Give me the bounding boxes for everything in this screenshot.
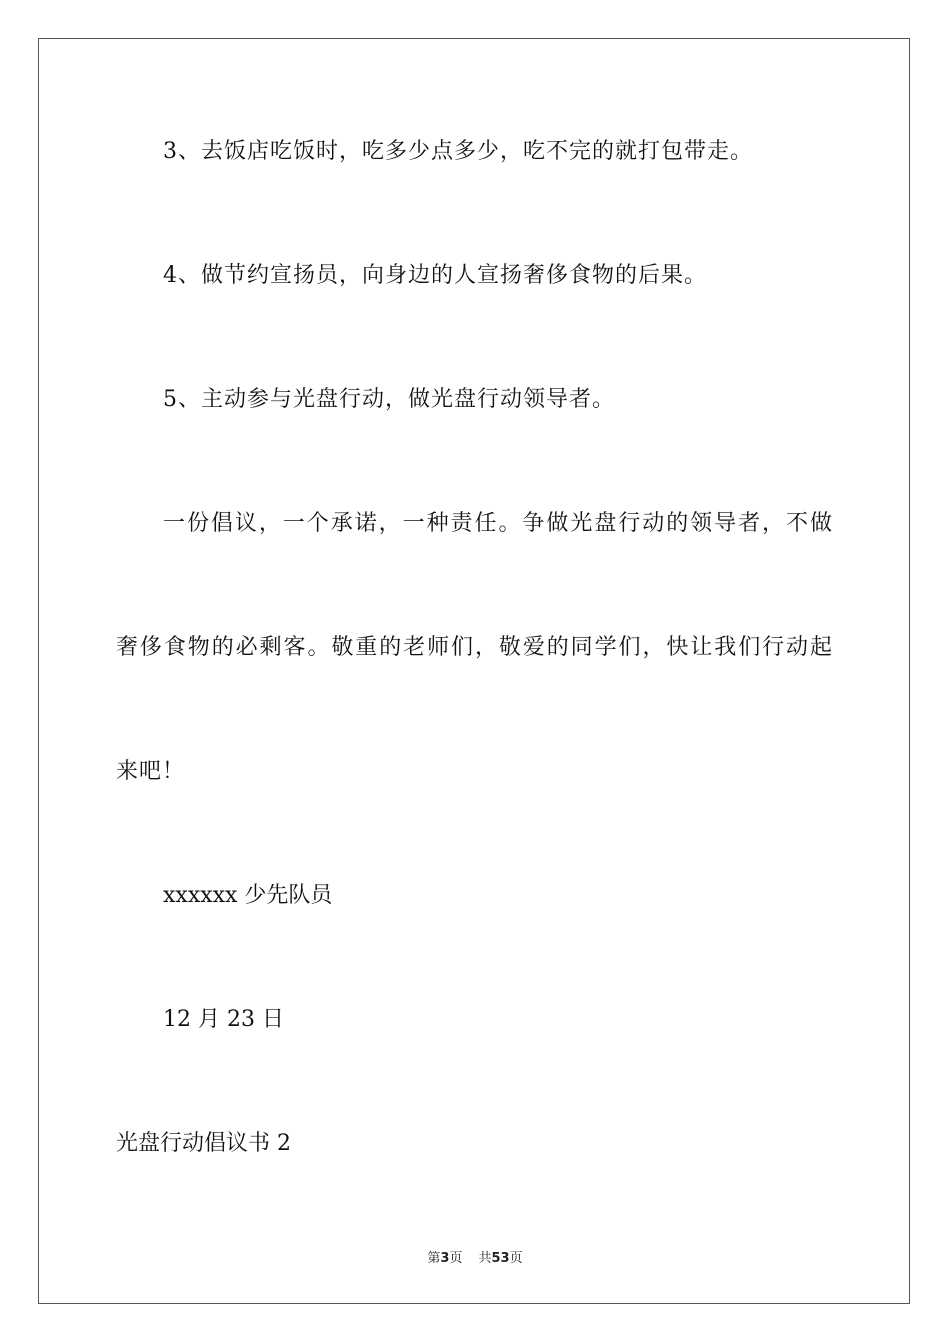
current-page-number: 3 bbox=[440, 1251, 450, 1266]
closing-paragraph-line-1: 一份倡议，一个承诺，一种责任。争做光盘行动的领导者，不做 bbox=[163, 511, 832, 536]
total-suffix: 页 bbox=[509, 1251, 523, 1266]
closing-paragraph-line-2: 奢侈食物的必剩客。敬重的老师们，敬爱的同学们，快让我们行动起 bbox=[116, 635, 832, 660]
page-frame bbox=[38, 38, 910, 1304]
page-suffix: 页 bbox=[449, 1251, 463, 1266]
total-page-count: 53 bbox=[491, 1251, 510, 1266]
list-item-3: 3、去饭店吃饭时，吃多少点多少，吃不完的就打包带走。 bbox=[163, 139, 753, 164]
list-item-5: 5、主动参与光盘行动，做光盘行动领导者。 bbox=[163, 387, 615, 412]
date: 12 月 23 日 bbox=[163, 1007, 284, 1032]
next-section-title: 光盘行动倡议书 2 bbox=[116, 1131, 291, 1156]
page-prefix: 第 bbox=[427, 1251, 441, 1266]
list-item-4: 4、做节约宣扬员，向身边的人宣扬奢侈食物的后果。 bbox=[163, 263, 707, 288]
closing-paragraph-line-3: 来吧！ bbox=[116, 759, 186, 784]
page-footer bbox=[0, 1247, 950, 1266]
signature: xxxxxx 少先队员 bbox=[163, 883, 333, 908]
total-prefix: 共 bbox=[478, 1251, 492, 1266]
